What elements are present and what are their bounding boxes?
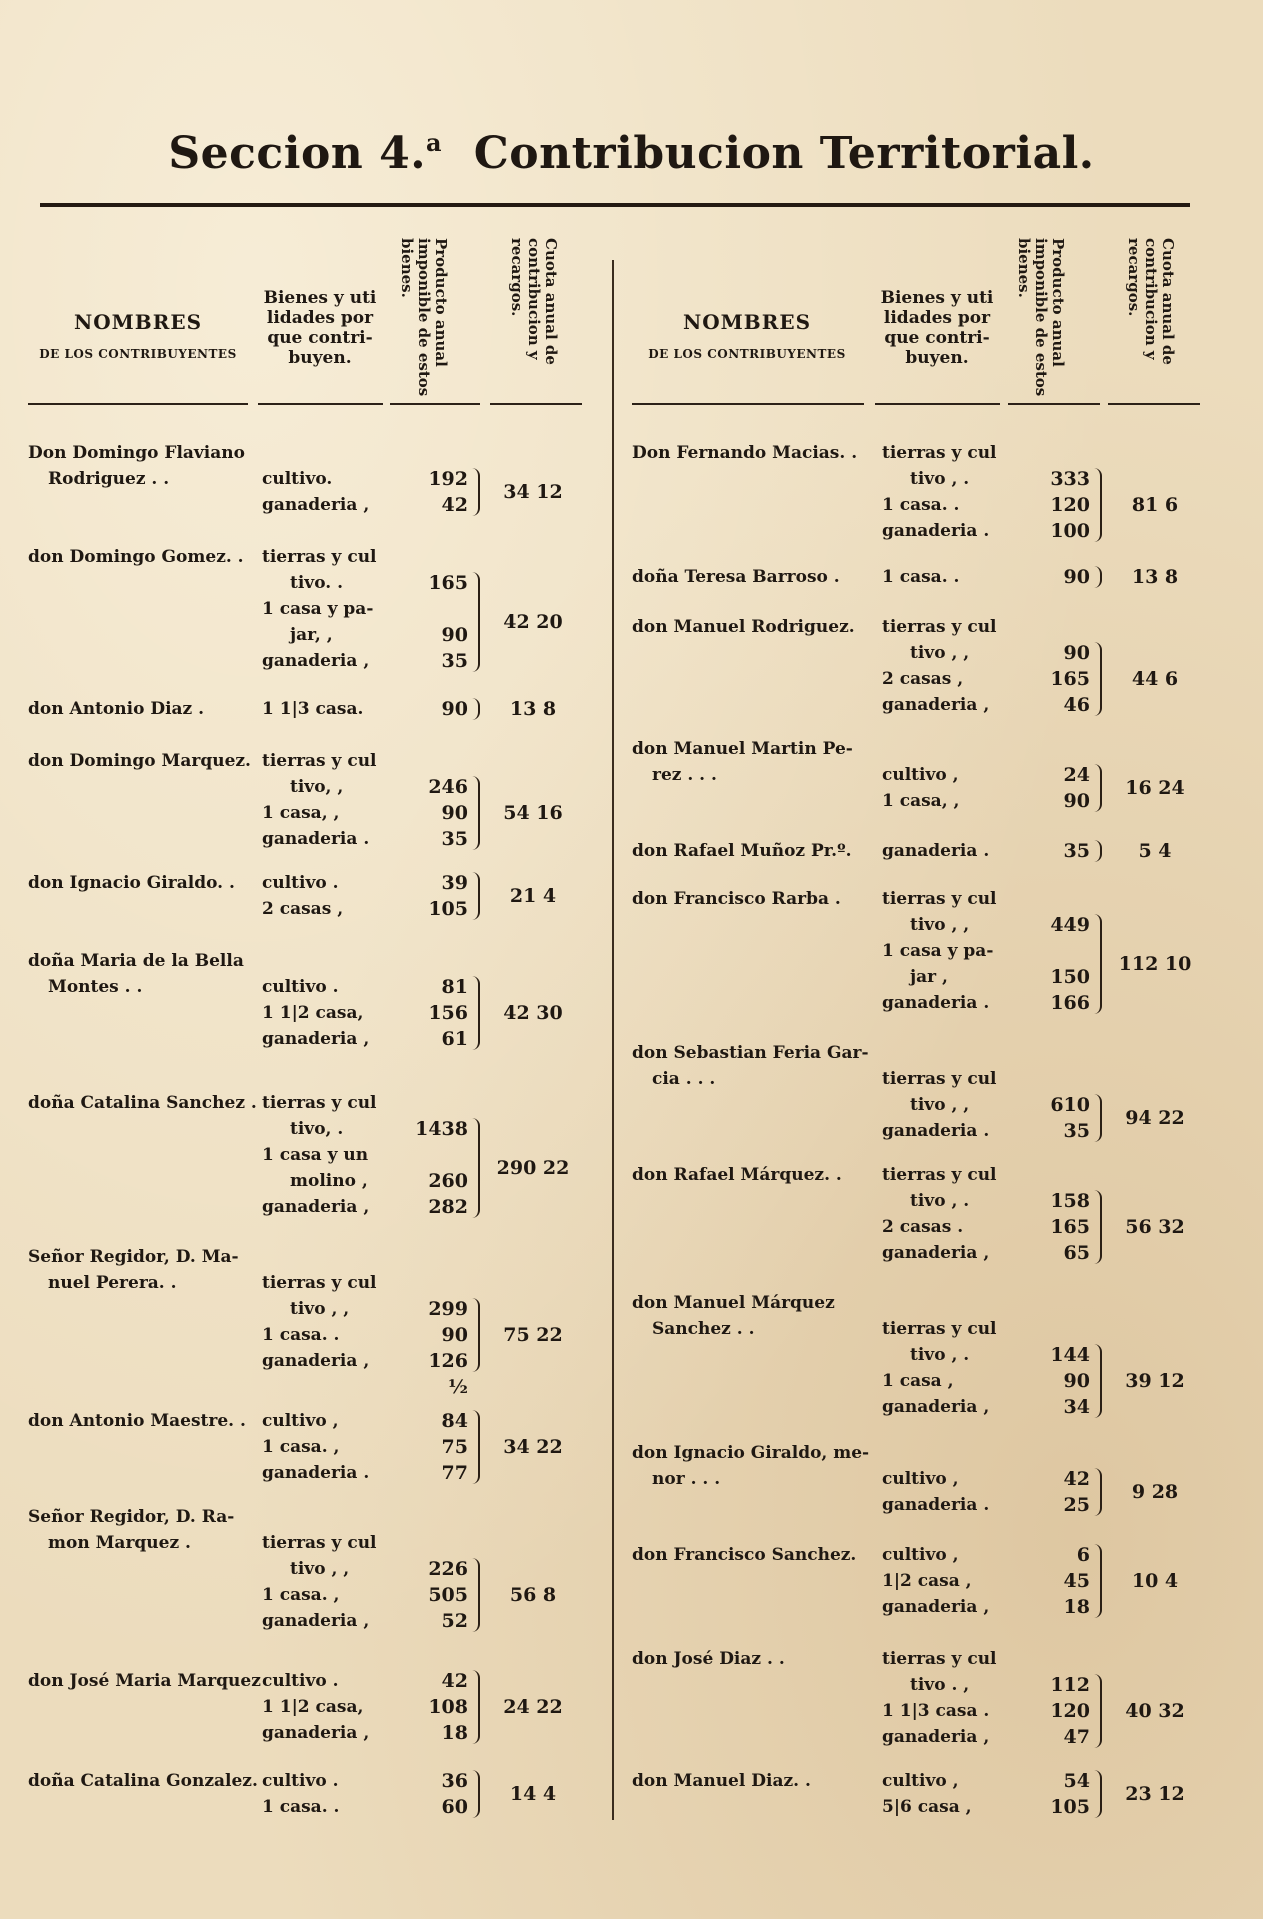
producto-value: 90 <box>1063 566 1090 588</box>
brace-mark <box>1092 642 1102 716</box>
producto-value: 47 <box>1063 1726 1090 1748</box>
brace-mark <box>1092 914 1102 1014</box>
producto-value: 42 <box>1063 1468 1090 1490</box>
property-item: ganaderia , <box>262 1611 370 1631</box>
cuota-value: 94 22 <box>1125 1107 1185 1129</box>
page-title <box>0 128 1263 179</box>
producto-value: 126 ½ <box>428 1350 468 1398</box>
contributor-name: doña Teresa Barroso . <box>632 567 840 587</box>
property-item: 1 casa y un <box>262 1145 369 1165</box>
brace-mark <box>470 468 480 516</box>
contributor-name: don Francisco Rarba . <box>632 889 841 909</box>
property-item: ganaderia , <box>262 1723 370 1743</box>
brace-mark <box>1092 1544 1102 1618</box>
producto-value: 100 <box>1050 520 1090 542</box>
brace-mark <box>470 1410 480 1484</box>
property-item: 1 casa, , <box>882 791 960 811</box>
cuota-value: 16 24 <box>1125 777 1185 799</box>
contributor-name: don Ignacio Giraldo, me- <box>632 1443 870 1463</box>
producto-value: 144 <box>1050 1344 1090 1366</box>
title-section: Seccion 4. <box>168 128 427 179</box>
property-item: cultivo . <box>262 1671 339 1691</box>
brace-mark <box>1092 1190 1102 1264</box>
contributor-name: don Manuel Martin Pe- <box>632 739 853 759</box>
producto-value: 25 <box>1063 1494 1090 1516</box>
property-item: cultivo , <box>882 1469 959 1489</box>
property-item: 1 casa. . <box>262 1797 340 1817</box>
contributor-name: nor . . . <box>652 1469 721 1489</box>
property-item: cultivo. <box>262 469 333 489</box>
bienes-line: lidades por <box>266 308 374 328</box>
property-item: 1 casa. . <box>262 1325 340 1345</box>
cuota-value: 81 6 <box>1131 494 1179 516</box>
property-item: tierras y cul <box>882 1069 997 1089</box>
property-item: cultivo . <box>262 873 339 893</box>
property-item: ganaderia . <box>262 1463 370 1483</box>
property-item: ganaderia , <box>262 1351 370 1371</box>
contributor-name: cia . . . <box>652 1069 716 1089</box>
property-item: ganaderia , <box>882 695 990 715</box>
left-header-nombres <box>28 312 248 364</box>
property-item: cultivo , <box>882 1771 959 1791</box>
producto-value: 299 <box>428 1298 468 1320</box>
producto-value: 90 <box>1063 642 1090 664</box>
property-item: jar, , <box>290 625 333 645</box>
producto-value: 90 <box>1063 1370 1090 1392</box>
producto-value: 260 <box>428 1170 468 1192</box>
property-item: tivo , , <box>910 643 970 663</box>
property-item: 1 1|3 casa . <box>882 1701 990 1721</box>
cuota-value: 56 8 <box>509 1584 557 1606</box>
bienes-line: Bienes y uti <box>880 288 994 308</box>
contributor-name: Don Domingo Flaviano <box>28 443 245 463</box>
producto-value: 24 <box>1063 764 1090 786</box>
property-item: 2 casas , <box>262 899 344 919</box>
contributor-name: Rodriguez . . <box>48 469 170 489</box>
cuota-value: 10 4 <box>1131 1570 1179 1592</box>
producto-value: 165 <box>428 572 468 594</box>
left-header-rule <box>390 403 480 405</box>
contributor-name: rez . . . <box>652 765 717 785</box>
producto-value: 35 <box>441 650 468 672</box>
contributor-name: Señor Regidor, D. Ra- <box>28 1507 235 1527</box>
property-item: tivo , , <box>290 1299 350 1319</box>
cuota-value: 44 6 <box>1131 668 1179 690</box>
cuota-value: 42 20 <box>503 611 563 633</box>
property-item: tivo . , <box>910 1675 970 1695</box>
contributor-name: doña Maria de la Bella <box>28 951 244 971</box>
cuota-value: 39 12 <box>1125 1370 1185 1392</box>
header-nombres-sub: DE LOS CONTRIBUYENTES <box>648 347 846 361</box>
contributor-name: don Ignacio Giraldo. . <box>28 873 235 893</box>
producto-value: 158 <box>1050 1190 1090 1212</box>
property-item: tierras y cul <box>262 1273 377 1293</box>
bienes-line: buyen. <box>288 348 352 368</box>
cuota-value: 42 30 <box>503 1002 563 1024</box>
property-item: tivo , , <box>290 1559 350 1579</box>
producto-value: 75 <box>441 1436 468 1458</box>
producto-value: 282 <box>428 1196 468 1218</box>
cuota-value: 290 22 <box>496 1157 570 1179</box>
brace-mark <box>470 1298 480 1372</box>
property-item: cultivo , <box>262 1411 339 1431</box>
property-item: 1 casa. . <box>882 567 960 587</box>
property-item: 1 casa y pa- <box>262 599 374 619</box>
producto-value: 65 <box>1063 1242 1090 1264</box>
contributor-name: don Francisco Sanchez. <box>632 1545 857 1565</box>
property-item: 1 casa. , <box>262 1437 340 1457</box>
property-item: ganaderia . <box>882 1121 990 1141</box>
cuota-value: 14 4 <box>509 1783 557 1805</box>
producto-value: 90 <box>441 698 468 720</box>
property-item: ganaderia , <box>262 1197 370 1217</box>
header-nombres: NOMBRES <box>73 310 203 334</box>
bienes-line: que contri- <box>267 328 373 348</box>
producto-value: 34 <box>1063 1396 1090 1418</box>
contributor-name: mon Marquez . <box>48 1533 191 1553</box>
producto-value: 90 <box>441 802 468 824</box>
contributor-name: don Antonio Maestre. . <box>28 1411 246 1431</box>
property-item: 1 casa. . <box>882 495 960 515</box>
producto-value: 112 <box>1050 1674 1090 1696</box>
property-item: cultivo , <box>882 765 959 785</box>
contributor-name: don Antonio Diaz . <box>28 699 205 719</box>
property-item: cultivo . <box>262 1771 339 1791</box>
producto-value: 610 <box>1050 1094 1090 1116</box>
cuota-value: 9 28 <box>1131 1481 1179 1503</box>
property-item: tierras y cul <box>262 751 377 771</box>
property-item: tivo , . <box>910 1191 970 1211</box>
property-item: molino , <box>290 1171 368 1191</box>
producto-value: 39 <box>441 872 468 894</box>
producto-value: 42 <box>441 1670 468 1692</box>
contributor-name: Señor Regidor, D. Ma- <box>28 1247 239 1267</box>
header-nombres-sub: DE LOS CONTRIBUYENTES <box>39 347 237 361</box>
producto-value: 52 <box>441 1610 468 1632</box>
title-rule <box>40 203 1190 207</box>
contributor-name: don Manuel Márquez <box>632 1293 835 1313</box>
producto-value: 156 <box>428 1002 468 1024</box>
property-item: ganaderia . <box>882 841 990 861</box>
right-header-nombres <box>632 312 862 364</box>
bienes-line: lidades por <box>883 308 991 328</box>
cuota-value: 34 12 <box>503 481 563 503</box>
producto-value: 165 <box>1050 1216 1090 1238</box>
producto-value: 333 <box>1050 468 1090 490</box>
contributor-name: don José Maria Marquez <box>28 1671 261 1691</box>
property-item: ganaderia , <box>262 495 370 515</box>
property-item: ganaderia , <box>262 1029 370 1049</box>
brace-mark <box>470 1558 480 1632</box>
property-item: 1 casa , <box>882 1371 954 1391</box>
producto-value: 35 <box>1063 840 1090 862</box>
bienes-line: que contri- <box>884 328 990 348</box>
producto-value: 105 <box>428 898 468 920</box>
property-item: tivo , , <box>910 915 970 935</box>
producto-value: 61 <box>441 1028 468 1050</box>
producto-value: 165 <box>1050 668 1090 690</box>
property-item: tierras y cul <box>262 1093 377 1113</box>
producto-value: 54 <box>1063 1770 1090 1792</box>
producto-value: 120 <box>1050 1700 1090 1722</box>
right-header-producto: Producto anual imponible de estos bienes. <box>1015 238 1067 397</box>
property-item: 1|2 casa , <box>882 1571 972 1591</box>
producto-value: 84 <box>441 1410 468 1432</box>
brace-mark <box>1092 1468 1102 1516</box>
producto-value: 505 <box>428 1584 468 1606</box>
property-item: ganaderia . <box>882 521 990 541</box>
producto-value: 42 <box>441 494 468 516</box>
contributor-name: don Rafael Muñoz Pr.º. <box>632 841 852 861</box>
cuota-value: 75 22 <box>503 1324 563 1346</box>
contributor-name: Sanchez . . <box>652 1319 755 1339</box>
brace-mark <box>470 572 480 672</box>
cuota-value: 13 8 <box>1131 566 1179 588</box>
cuota-value: 56 32 <box>1125 1216 1185 1238</box>
brace-mark <box>1092 468 1102 542</box>
property-item: ganaderia . <box>882 993 990 1013</box>
property-item: tivo. . <box>290 573 343 593</box>
brace-mark <box>470 776 480 850</box>
property-item: 1 1|2 casa, <box>262 1003 364 1023</box>
left-header-cuota: Cuota anual de contribucion y recargos. <box>508 238 560 365</box>
property-item: tivo , , <box>910 1095 970 1115</box>
property-item: 2 casas . <box>882 1217 964 1237</box>
producto-value: 226 <box>428 1558 468 1580</box>
bienes-line: Bienes y uti <box>263 288 377 308</box>
producto-value: 192 <box>428 468 468 490</box>
producto-value: 90 <box>441 1324 468 1346</box>
property-item: cultivo , <box>882 1545 959 1565</box>
producto-value: 150 <box>1050 966 1090 988</box>
producto-value: 166 <box>1050 992 1090 1014</box>
property-item: tierras y cul <box>882 1649 997 1669</box>
left-header-rule <box>258 403 383 405</box>
brace-mark <box>1092 1344 1102 1418</box>
property-item: cultivo . <box>262 977 339 997</box>
producto-value: 90 <box>441 624 468 646</box>
cuota-value: 40 32 <box>1125 1700 1185 1722</box>
left-header-rule <box>490 403 582 405</box>
right-header-rule <box>1008 403 1100 405</box>
property-item: ganaderia , <box>882 1727 990 1747</box>
contributor-name: don Sebastian Feria Gar- <box>632 1043 869 1063</box>
contributor-name: don Domingo Marquez. <box>28 751 251 771</box>
brace-mark <box>1092 1094 1102 1142</box>
left-header-bienes <box>255 288 385 368</box>
contributor-name: don Rafael Márquez. . <box>632 1165 842 1185</box>
property-item: ganaderia , <box>882 1243 990 1263</box>
bienes-line: buyen. <box>905 348 969 368</box>
property-item: 1 1|2 casa, <box>262 1697 364 1717</box>
brace-mark <box>470 1118 480 1218</box>
property-item: tierras y cul <box>262 1533 377 1553</box>
cuota-value: 21 4 <box>509 885 557 907</box>
cuota-value: 34 22 <box>503 1436 563 1458</box>
property-item: 2 casas , <box>882 669 964 689</box>
producto-value: 36 <box>441 1770 468 1792</box>
producto-value: 77 <box>441 1462 468 1484</box>
contributor-name: don José Diaz . . <box>632 1649 785 1669</box>
property-item: tivo, , <box>290 777 344 797</box>
contributor-name: doña Catalina Gonzalez. <box>28 1771 258 1791</box>
right-header-rule <box>875 403 1000 405</box>
property-item: tierras y cul <box>882 1165 997 1185</box>
producto-value: 105 <box>1050 1796 1090 1818</box>
property-item: 5|6 casa , <box>882 1797 972 1817</box>
producto-value: 18 <box>1063 1596 1090 1618</box>
header-nombres: NOMBRES <box>682 310 812 334</box>
contributor-name: don Manuel Diaz. . <box>632 1771 811 1791</box>
cuota-value: 112 10 <box>1118 953 1192 975</box>
producto-value: 120 <box>1050 494 1090 516</box>
column-divider <box>612 260 614 1820</box>
cuota-value: 13 8 <box>509 698 557 720</box>
brace-mark <box>1092 764 1102 812</box>
producto-value: 449 <box>1050 914 1090 936</box>
property-item: 1 casa. , <box>262 1585 340 1605</box>
property-item: ganaderia . <box>262 829 370 849</box>
producto-value: 46 <box>1063 694 1090 716</box>
property-item: tierras y cul <box>882 889 997 909</box>
title-superscript: a <box>426 128 443 157</box>
property-item: tivo, . <box>290 1119 344 1139</box>
property-item: tierras y cul <box>262 547 377 567</box>
brace-mark <box>470 976 480 1050</box>
cuota-value: 5 4 <box>1138 840 1172 862</box>
producto-value: 35 <box>441 828 468 850</box>
property-item: 1 1|3 casa. <box>262 699 364 719</box>
producto-value: 246 <box>428 776 468 798</box>
cuota-value: 23 12 <box>1125 1783 1185 1805</box>
left-header-producto: Producto anual imponible de estos bienes. <box>398 238 450 397</box>
property-item: tierras y cul <box>882 443 997 463</box>
producto-value: 1438 <box>415 1118 468 1140</box>
property-item: ganaderia , <box>262 651 370 671</box>
brace-mark <box>470 1670 480 1744</box>
brace-mark <box>1092 1770 1102 1818</box>
producto-value: 18 <box>441 1722 468 1744</box>
property-item: 1 casa y pa- <box>882 941 994 961</box>
producto-value: 60 <box>441 1796 468 1818</box>
brace-mark <box>470 1770 480 1818</box>
producto-value: 108 <box>428 1696 468 1718</box>
cuota-value: 54 16 <box>503 802 563 824</box>
property-item: 1 casa, , <box>262 803 340 823</box>
property-item: tierras y cul <box>882 617 997 637</box>
contributor-name: don Manuel Rodriguez. <box>632 617 855 637</box>
brace-mark <box>1092 1674 1102 1748</box>
right-header-rule <box>1108 403 1200 405</box>
contributor-name: Don Fernando Macias. . <box>632 443 858 463</box>
contributor-name: nuel Perera. . <box>48 1273 177 1293</box>
property-item: tierras y cul <box>882 1319 997 1339</box>
property-item: jar , <box>910 967 948 987</box>
property-item: ganaderia , <box>882 1597 990 1617</box>
property-item: ganaderia . <box>882 1495 990 1515</box>
contributor-name: Montes . . <box>48 977 143 997</box>
right-header-rule <box>632 403 864 405</box>
property-item: tivo , . <box>910 1345 970 1365</box>
producto-value: 45 <box>1063 1570 1090 1592</box>
left-header-rule <box>28 403 248 405</box>
cuota-value: 24 22 <box>503 1696 563 1718</box>
title-subject: Contribucion Territorial. <box>473 128 1095 179</box>
property-item: tivo , . <box>910 469 970 489</box>
producto-value: 35 <box>1063 1120 1090 1142</box>
right-header-bienes <box>872 288 1002 368</box>
contributor-name: doña Catalina Sanchez . <box>28 1093 257 1113</box>
property-item: ganaderia , <box>882 1397 990 1417</box>
contributor-name: don Domingo Gomez. . <box>28 547 244 567</box>
right-header-cuota: Cuota anual de contribucion y recargos. <box>1125 238 1177 365</box>
producto-value: 90 <box>1063 790 1090 812</box>
brace-mark <box>470 872 480 920</box>
producto-value: 81 <box>441 976 468 998</box>
producto-value: 6 <box>1076 1544 1090 1566</box>
